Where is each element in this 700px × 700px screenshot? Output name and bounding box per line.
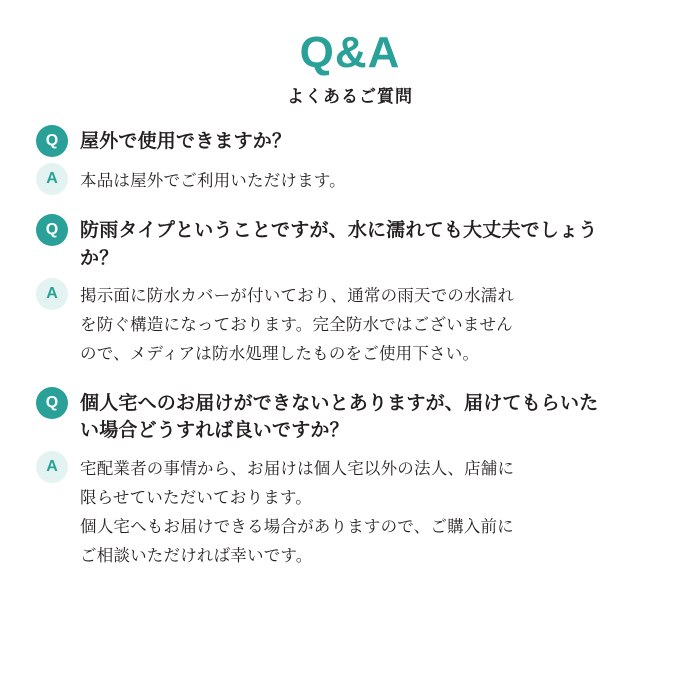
question-row <box>26 387 674 445</box>
answer-line: ご相談いただければ幸いです。 <box>80 546 313 565</box>
answer-line: 個人宅へもお届けできる場合がありますので、ご購入前に <box>80 517 514 536</box>
answer-line: ので、メディアは防水処理したものをご使用下さい。 <box>80 344 480 363</box>
qa-item <box>26 387 674 571</box>
question-badge: Q <box>36 125 68 157</box>
question-text: 個人宅へのお届けができないとありますが、届けてもらいたい場合どうすれば良いですか？ <box>80 392 599 442</box>
answer-line: 限らせていただいております。 <box>80 488 312 507</box>
question-row <box>26 214 674 272</box>
answer-line: 本品は屋外でご利用いただけます。 <box>80 172 346 191</box>
answer-row <box>26 451 674 571</box>
qa-list <box>26 125 674 570</box>
answer-badge: A <box>36 278 68 310</box>
answer-line: を防ぐ構造になっております。完全防水ではございません <box>80 316 513 335</box>
page-subtitle: よくあるご質問 <box>287 87 413 107</box>
answer-text <box>80 451 514 571</box>
answer-row <box>26 163 674 196</box>
question-badge: Q <box>36 214 68 246</box>
page-title: Q&A <box>299 28 401 77</box>
qa-item <box>26 125 674 196</box>
qa-item <box>26 214 674 369</box>
answer-line: 宅配業者の事情から、お届けは個人宅以外の法人、店舗に <box>80 459 515 478</box>
answer-text <box>80 163 346 196</box>
answer-line: 掲示面に防水カバーが付いており、通常の雨天での水濡れ <box>80 287 515 306</box>
question-row <box>26 125 674 157</box>
question-text: 防雨タイプということですが、水に濡れても大丈夫でしょうか？ <box>80 220 598 269</box>
question-text: 屋外で使用できますか？ <box>80 131 292 153</box>
page-header <box>26 30 674 107</box>
answer-row <box>26 278 674 369</box>
question-badge: Q <box>36 387 68 419</box>
answer-text <box>80 278 514 369</box>
answer-badge: A <box>36 451 68 483</box>
answer-badge: A <box>36 163 68 195</box>
